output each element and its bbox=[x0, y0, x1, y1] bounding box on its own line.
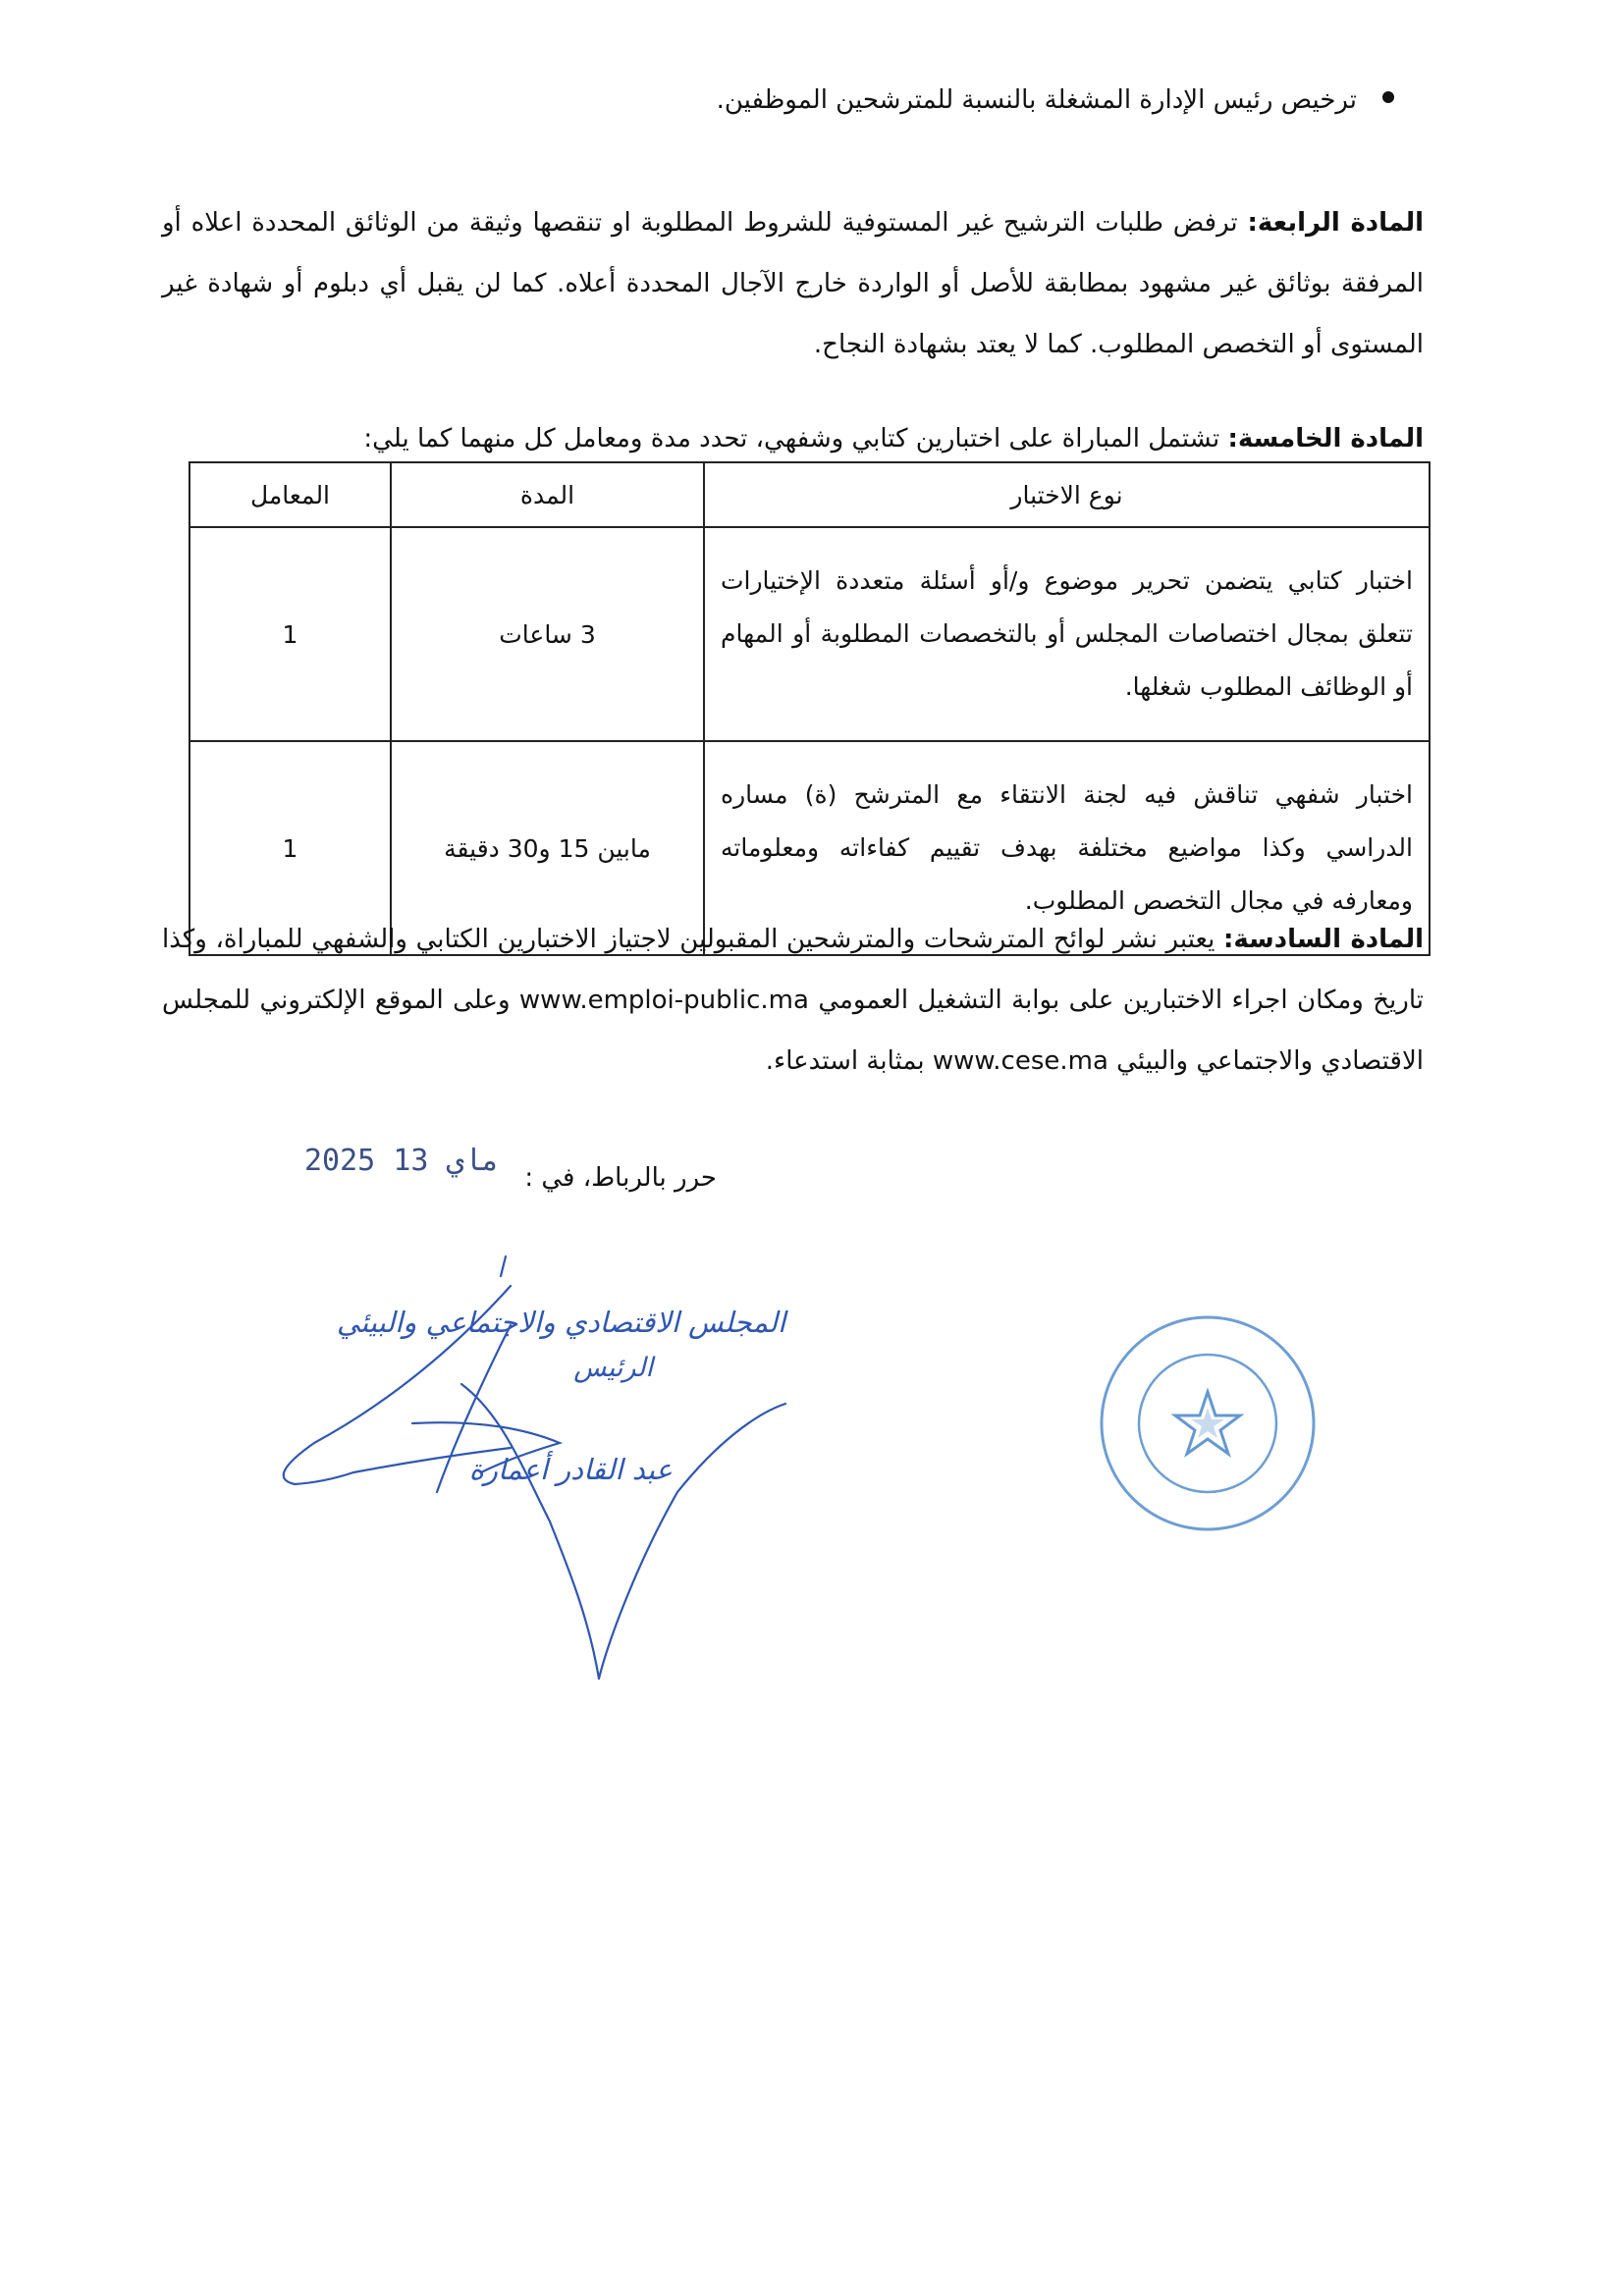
header-duration: المدة bbox=[391, 462, 704, 527]
article-four-body: ترفض طلبات الترشيح غير المستوفية للشروط المطلوبة او تنقصها وثيقة من الوثائق المحددة اعلاه أو المرفقة بوثائق غير مشهود بمطابقة للأصل أو الواردة خارج الآجال المحددة أعلاه. كما لن يقبل أي دبلوم أو شهادة غير المستوى أو التخصص المطلوب. كما لا يعتد بشهادة النجاح. bbox=[162, 208, 1424, 359]
article-four-title: المادة الرابعة: bbox=[1247, 208, 1425, 238]
date-stamp: 2025 ماي 13 bbox=[304, 1144, 500, 1178]
oral-exam-duration: مابين 15 و30 دقيقة bbox=[391, 741, 704, 955]
signature-block bbox=[265, 1247, 815, 1698]
table-row bbox=[189, 527, 1430, 741]
header-coefficient: المعامل bbox=[189, 462, 391, 527]
signature-role: الرئيس bbox=[573, 1353, 653, 1383]
article-six-title: المادة السادسة: bbox=[1223, 925, 1424, 954]
bullet-item bbox=[216, 77, 1394, 124]
oral-exam-coefficient: 1 bbox=[189, 741, 391, 955]
oral-exam-description: اختبار شفهي تناقش فيه لجنة الانتقاء مع المترشح (ة) مساره الدراسي وكذا مواضيع مختلفة بهدف تقييم كفاءاته ومعلوماته ومعارفه في مجال التخصص المطلوب. bbox=[704, 741, 1430, 955]
exam-table-header-row bbox=[189, 462, 1430, 527]
svg-text:المملكة المغربية • المجلس الاق bbox=[1090, 1306, 1099, 1309]
bullet-dot-icon bbox=[1382, 91, 1394, 103]
place-and-date bbox=[304, 1144, 717, 1202]
header-exam-type: نوع الاختبار bbox=[704, 462, 1430, 527]
place-label: حرر بالرباط، في : bbox=[524, 1163, 717, 1193]
article-six-body: يعتبر نشر لوائح المترشحات والمترشحين المقبولين لاجتياز الاختبارين الكتابي والشفهي للمباراة، وكذا تاريخ ومكان اجراء الاختبارين على بوابة التشغيل العمومي www.emploi-public.ma وعلى الموقع الإلكتروني للمجلس الاقتصادي والاجتماعي والبيئي www.cese.ma بمثابة استدعاء. bbox=[162, 925, 1424, 1076]
written-exam-description: اختبار كتابي يتضمن تحرير موضوع و/أو أسئلة متعددة الإختيارات تتعلق بمجال اختصاصات المجلس أو بالتخصصات المطلوبة أو المهام أو الوظائف المطلوب شغلها. bbox=[704, 527, 1430, 741]
article-five bbox=[162, 408, 1424, 469]
written-exam-duration: 3 ساعات bbox=[391, 527, 704, 741]
article-six bbox=[162, 909, 1424, 1092]
article-five-body: تشتمل المباراة على اختبارين كتابي وشفهي، تحدد مدة ومعامل كل منهما كما يلي: bbox=[363, 424, 1220, 454]
signature-name: عبد القادر أعمارة bbox=[468, 1453, 673, 1486]
seal-star-icon bbox=[1090, 1306, 1325, 1541]
official-seal bbox=[1090, 1306, 1325, 1541]
written-exam-coefficient: 1 bbox=[189, 527, 391, 741]
seal-text bbox=[1090, 1306, 1099, 1309]
article-four bbox=[162, 192, 1424, 375]
article-five-title: المادة الخامسة: bbox=[1227, 424, 1424, 454]
bullet-text: ترخيص رئيس الإدارة المشغلة بالنسبة للمترشحين الموظفين. bbox=[716, 85, 1357, 115]
exam-table bbox=[189, 461, 1431, 956]
signature-organization: المجلس الاقتصادي والاجتماعي والبيئي bbox=[336, 1306, 785, 1339]
